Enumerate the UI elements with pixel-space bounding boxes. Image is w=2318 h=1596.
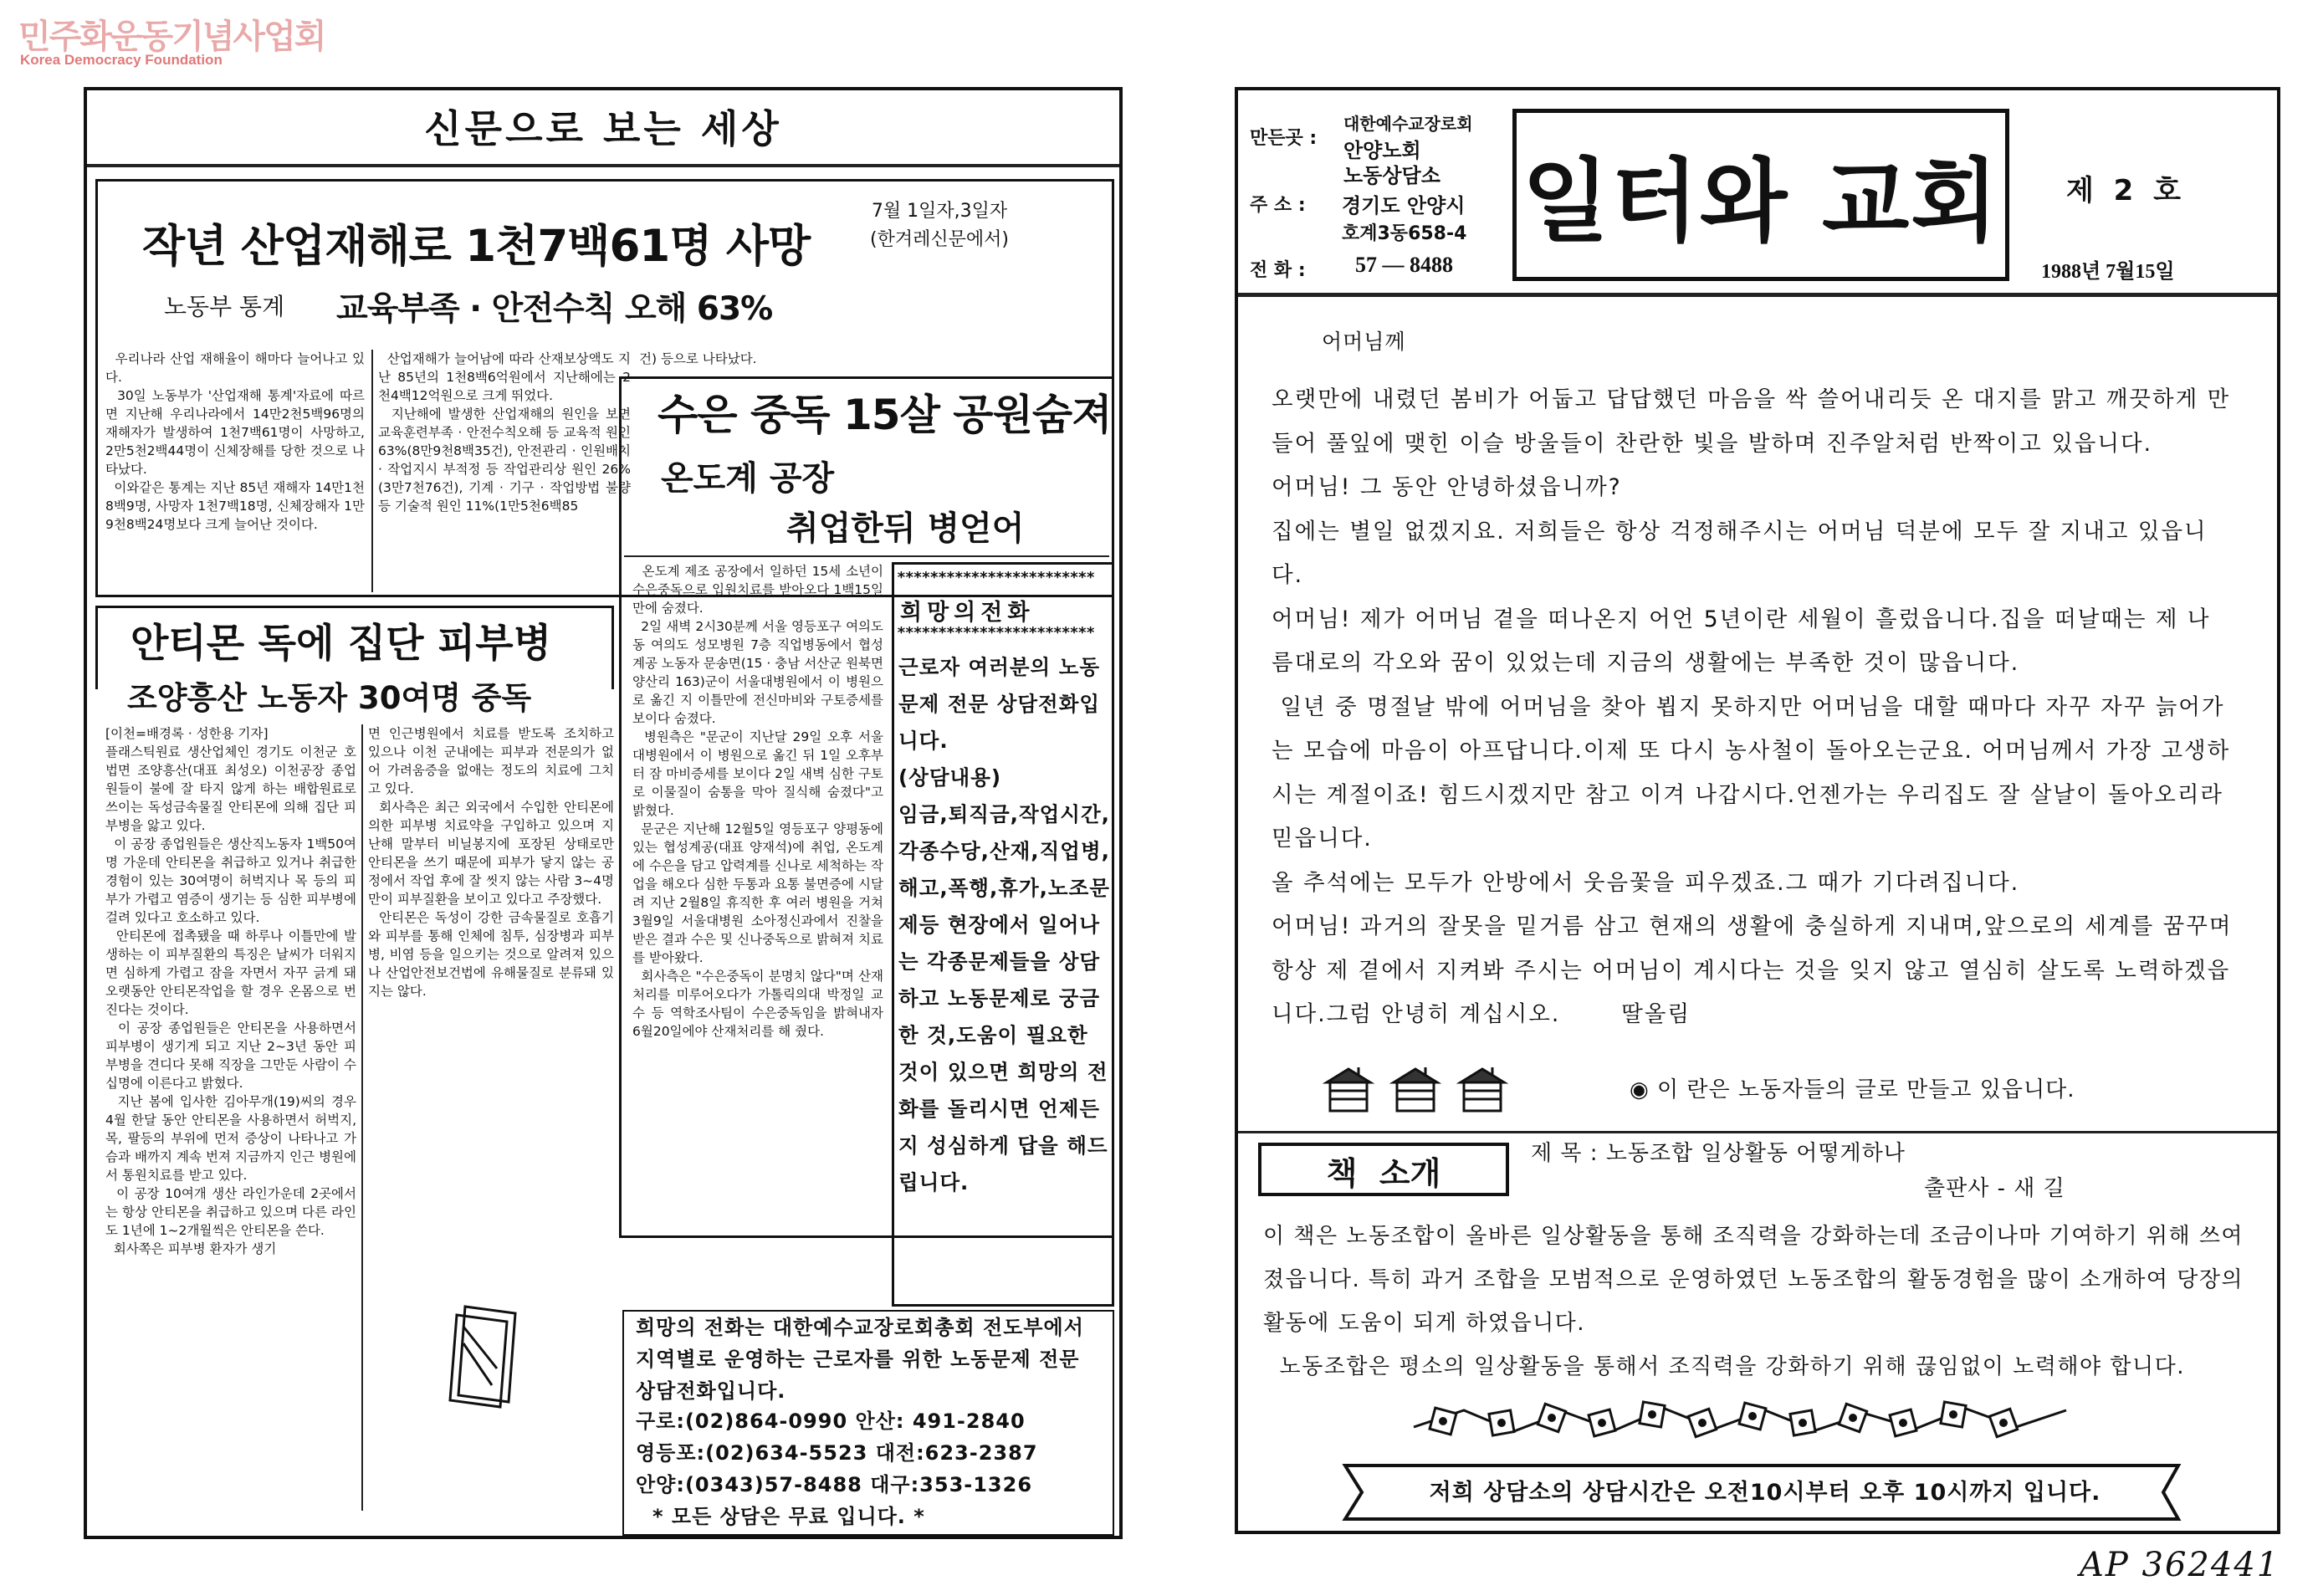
bottom-note-free: * 모든 상담은 무료 입니다. *	[652, 1505, 925, 1528]
banner-text: 저희 상담소의 상담시간은 오전10시부터 오후 10시까지 입니다.	[1429, 1480, 2101, 1506]
issue-date: 1988년 7월15일	[2041, 261, 2175, 283]
archive-code: AP 362441	[2080, 1546, 2280, 1584]
article2-rule	[624, 555, 1109, 557]
article2-sub2: 취업한뒤 병얻어	[786, 509, 1025, 548]
hope-phone-title: 희망의전화	[900, 600, 1035, 626]
letter-salutation: 어머님께	[1322, 330, 1406, 354]
stacked-papers-icon	[442, 1302, 525, 1410]
article3-col2: 면 인근병원에서 치료를 받도록 조치하고 있으나 이천 군내에는 피부과 전문의가 없어 가려움증을 없애는 정도의 치료에 그치고 있다. 회사측은 최근 외국에서 수입한 안티몬에 의한 피부병 치료약을 구입하고 있으며 지난해 말부터 비닐봉지에 포장된 상태로만 안티몬을 쓰기 때문에 피부가 닿지 않는 공정에서 작업 후에 잘 씻지 않는 사람 3~4명만이 피부질환을 보이고 있다고 주장했다. 안티몬은 독성이 강한 금속물질로 호흡기와 피부를 통해 인체에 침투, 심장병과 피부병, 비염 등을 일으키는 것으로 알려져 있으나 산업안전보건법에 유해물질로 분류돼 있지는 않다.	[368, 726, 614, 999]
article2-body: 온도계 제조 공장에서 일하던 15세 소년이 수은중독으로 입원치료를 받아오다 1백15일만에 숨졌다. 2일 새벽 2시30분께 서울 영등포구 여의도동 여의도 성모병원 7층 직업병동에서 협성계공 노동자 문송면(15 · 충남 서산군 원북면 양산리 163)군이 서울대병원에서 이 병원으로 옮긴 지 이틀만에 전신마비와 구토증세를 보이다 숨졌다. 병원측은 "문군이 지난달 29일 오후 서울대병원에서 이 병원으로 옮긴 뒤 1일 오후부터 잠 마비증세를 보이다 2일 새벽 심한 구토로 이물질이 숨통을 막아 질식해 숨졌다"고 밝혔다. 문군은 지난해 12월5일 영등포구 양평동에 있는 협성계공(대표 양재석)에 취업, 온도계에 수은을 담고 압력계를 신나로 세척하는 작업을 해오다 심한 두통과 요통 불면증에 시달려 지난 2월8일 휴직한 후 여러 병원을 거쳐 3월9일 서울대병원 소아정신과에서 진찰을 받은 결과 수은 및 신나중독으로 밝혀져 치료를 받아왔다. 회사측은 "수은중독이 분명치 않다"며 산재처리를 미루어오다가 가톨릭의대 박정일 교수 등 역학조사팀이 수은중독임을 밝혀내자 6월20일에야 산재처리를 해 줬다.	[632, 564, 883, 1039]
phone-number: 57 — 8488	[1355, 253, 1453, 277]
article1-headline: 작년 산업재해로 1천7백61명 사망	[142, 221, 811, 272]
house-icon	[1461, 1067, 1504, 1111]
col-rule	[361, 724, 363, 1511]
house-icons	[1322, 1062, 1522, 1116]
article1-col2: 산업재해가 늘어남에 따라 산재보상액도 지난 85년의 1천8백6억원에서 지난해에는 2천4백12억원으로 크게 뛰었다. 지난해에 발생한 산업재해의 원인을 보면 교육훈련부족 · 안전수칙오해 등 교육적 원인 63%(8만9천8백35건), 안전관리 · 인원배치 · 작업지시 부적정 등 작업관리상 원인 26%(3만7천76건), 기계 · 기구 · 작업방법 불량 등 기술적 원인 11%(1만5천6백85	[378, 351, 631, 514]
bottom-note-line-1: 구로:(02)864-0990 안산: 491-2840	[636, 1409, 1026, 1433]
article1-subhead: 교육부족 · 안전수칙 오해 63%	[336, 290, 773, 328]
newsletter-title: 일터와 교회	[1522, 150, 2000, 254]
article1-subhead-label: 노동부 통계	[164, 293, 285, 320]
article2-headline: 수은 중독 15살 공원숨져	[658, 391, 1112, 439]
publisher-label: 만든곳 :	[1250, 128, 1318, 149]
section-title-rule	[87, 164, 1119, 167]
letter-body: 오랫만에 내렸던 봄비가 어둡고 답답했던 마음을 싹 쓸어내리듯 온 대지를 맑고 깨끗하게 만들어 풀잎에 맺힌 이슬 방울들이 찬란한 빛을 발하며 진주알처럼 반짝이고 있읍니다. 어머님! 그 동안 안녕하셨읍니까? 집에는 별일 없겠지요. 저희들은 항상 걱정해주시는 어머님 덕분에 모두 잘 지내고 있읍니다. 어머님! 제가 어머님 곁을 떠나온지 어언 5년이란 세월이 흘렀읍니다.집을 떠날때는 제 나름대로의 각오와 꿈이 있었는데 지금의 생활에는 부족한 것이 많읍니다. 일년 중 명절날 밖에 어머님을 찾아 뵙지 못하지만 어머님을 대할 때마다 자꾸 자꾸 늙어가는 모습에 마음이 아프답니다.이제 또 다시 농사철이 돌아오는군요. 어머님께서 가장 고생하시는 계절이죠! 힘드시겠지만 참고 이겨 나갑시다.언젠가는 우리집도 잘 살날이 돌아오리라 믿읍니다. 올 추석에는 모두가 안방에서 웃음꽃을 피우겠죠.그 때가 기다려집니다. 어머님! 과거의 잘못을 밑거름 삼고 현재의 생활에 충실하게 지내며,앞으로의 세계를 꿈꾸며 항상 제 곁에서 지켜봐 주시는 어머님이 계시다는 것을 잊지 않고 열심히 살도록 노력하겠읍니다.그럼 안녕히 계십시오. 딸올림	[1272, 386, 2233, 1027]
section-title: 신문으로 보는 세상	[424, 106, 782, 151]
hope-phone-stars-bottom: ************************	[897, 624, 1095, 642]
phone-label: 전 화 :	[1250, 260, 1306, 281]
book-label: 책 소개	[1326, 1155, 1441, 1192]
issue-number: 제 2 호	[2066, 174, 2187, 207]
hope-phone-stars-top: ************************	[897, 569, 1095, 586]
watermark-korean: 민주화운동기념사업회	[18, 18, 325, 56]
letter-note: ◉ 이 란은 노동자들의 글로 만들고 있읍니다.	[1630, 1077, 2075, 1102]
article3-col1: [이천=배경록 · 성한용 기자] 플래스틱원료 생산업체인 경기도 이천군 호법면 조양흥산(대표 최성오) 이천공장 종업원들이 불에 잘 타지 않게 하는 배합원료로 쓰이는 독성금속물질 안티몬에 의해 집단 피부병을 앓고 있다. 이 공장 종업원들은 생산직노동자 1백50여명 가운데 안티몬을 취급하고 있거나 취급한 경험이 있는 30여명이 허벅지나 목 등의 피부가 가렵고 염증이 생기는 등 심한 피부병에 걸려 있다고 호소하고 있다. 안티몬에 접촉됐을 때 하루나 이틀만에 발생하는 이 피부질환의 특징은 날씨가 더워지면 심하게 가렵고 잠을 자면서 자꾸 긁게 돼 오랫동안 안티몬작업을 할 경우 온몸으로 번진다는 것이다. 이 공장 종업원들은 안티몬을 사용하면서 피부병이 생기게 되고 지난 2~3년 동안 피부병을 견디다 못해 직장을 그만둔 사람이 수십명에 이른다고 밝혔다. 지난 봄에 입사한 김아무개(19)씨의 경우 4월 한달 동안 안티몬을 사용하면서 허벅지, 목, 팔등의 부위에 먼저 증상이 나타나고 가슴과 배까지 계속 번져 지금까지 인근 병원에서 통원치료를 받고 있다. 이 공장 10여개 생산 라인가운데 2곳에서는 항상 안티몬을 취급하고 있으며 다른 라인도 1년에 1~2개월씩은 안티몬을 쓴다. 회사쪽은 피부병 환자가 생기	[105, 726, 356, 1256]
article3-subhead: 조양흥산 노동자 30여명 중독	[127, 680, 532, 716]
book-body: 이 책은 노동조합이 올바른 일상활동을 통해 조직력을 강화하는데 조금이나마 기여하기 위해 쓰여졌읍니다. 특히 과거 조합을 모범적으로 운영하였던 노동조합의 활동경험을 많이 소개하여 당장의 활동에 도움이 되게 하였읍니다. 노동조합은 평소의 일상활동을 통해서 조직력을 강화하기 위해 끊임없이 노력해야 합니다.	[1263, 1224, 2244, 1379]
bottom-note-text: 희망의 전화는 대한예수교장로회총회 전도부에서 지역별로 운영하는 근로자를 위한 노동문제 전문 상담전화입니다.	[636, 1316, 1092, 1403]
bottom-note-line-3: 안양:(0343)57-8488 대구:353-1326	[636, 1473, 1033, 1496]
address-line-2: 호계3동658-4	[1342, 223, 1467, 244]
article1-col3: 건) 등으로 나타났다.	[639, 351, 757, 366]
article3-headline: 안티몬 독에 집단 피부병	[130, 621, 552, 667]
flag-garland-icon	[1414, 1394, 2066, 1452]
article1-col1: 우리나라 산업 재해율이 해마다 늘어나고 있다. 30일 노동부가 '산업재해 통계'자료에 따르면 지난해 우리나라에서 14만2천5백96명의 재해자가 발생하여 1천7백61명이 사망하고, 2만5천2백44명이 신체장해를 당한 것으로 나타났다. 이와같은 통계는 지난 85년 재해자 14만1천8백9명, 사망자 1천7백18명, 신체장해자 1만9천8백24명보다 크게 늘어난 것이다.	[105, 351, 366, 532]
col-rule	[371, 350, 373, 592]
book-publisher-line: 출판사 - 새 길	[1924, 1176, 2065, 1201]
publisher-line-2: 안양노회	[1343, 139, 1421, 162]
watermark-english: Korea Democracy Foundation	[20, 52, 223, 68]
article2-sub1: 온도계 공장	[661, 459, 835, 498]
article1-source: 7월 1일자,3일자 (한겨레신문에서)	[870, 201, 1009, 250]
house-icon	[1394, 1067, 1437, 1111]
publisher-line-3: 노동상담소	[1343, 164, 1440, 187]
bottom-note-line-2: 영등포:(02)634-5523 대전:623-2387	[636, 1441, 1038, 1465]
publisher-line-1: 대한예수교장로회	[1343, 114, 1473, 134]
masthead-rule	[1238, 293, 2277, 297]
house-icon	[1327, 1067, 1370, 1111]
address-line-1: 경기도 안양시	[1342, 194, 1466, 217]
address-label: 주 소 :	[1250, 195, 1306, 216]
book-title-line: 제 목 : 노동조합 일상활동 어떻게하나	[1531, 1141, 1906, 1166]
hope-phone-body: 근로자 여러분의 노동문제 전문 상담전화입니다. (상담내용) 임금,퇴직금,작업시간,각종수당,산재,직업병,해고,폭행,휴가,노조문제등 현장에서 일어나는 각종문제들을 상담하고 노동문제로 궁금한 것,도움이 필요한 것이 있으면 희망의 전화를 돌리시면 언제든지 성심하게 답을 해드립니다.	[898, 655, 1110, 1194]
